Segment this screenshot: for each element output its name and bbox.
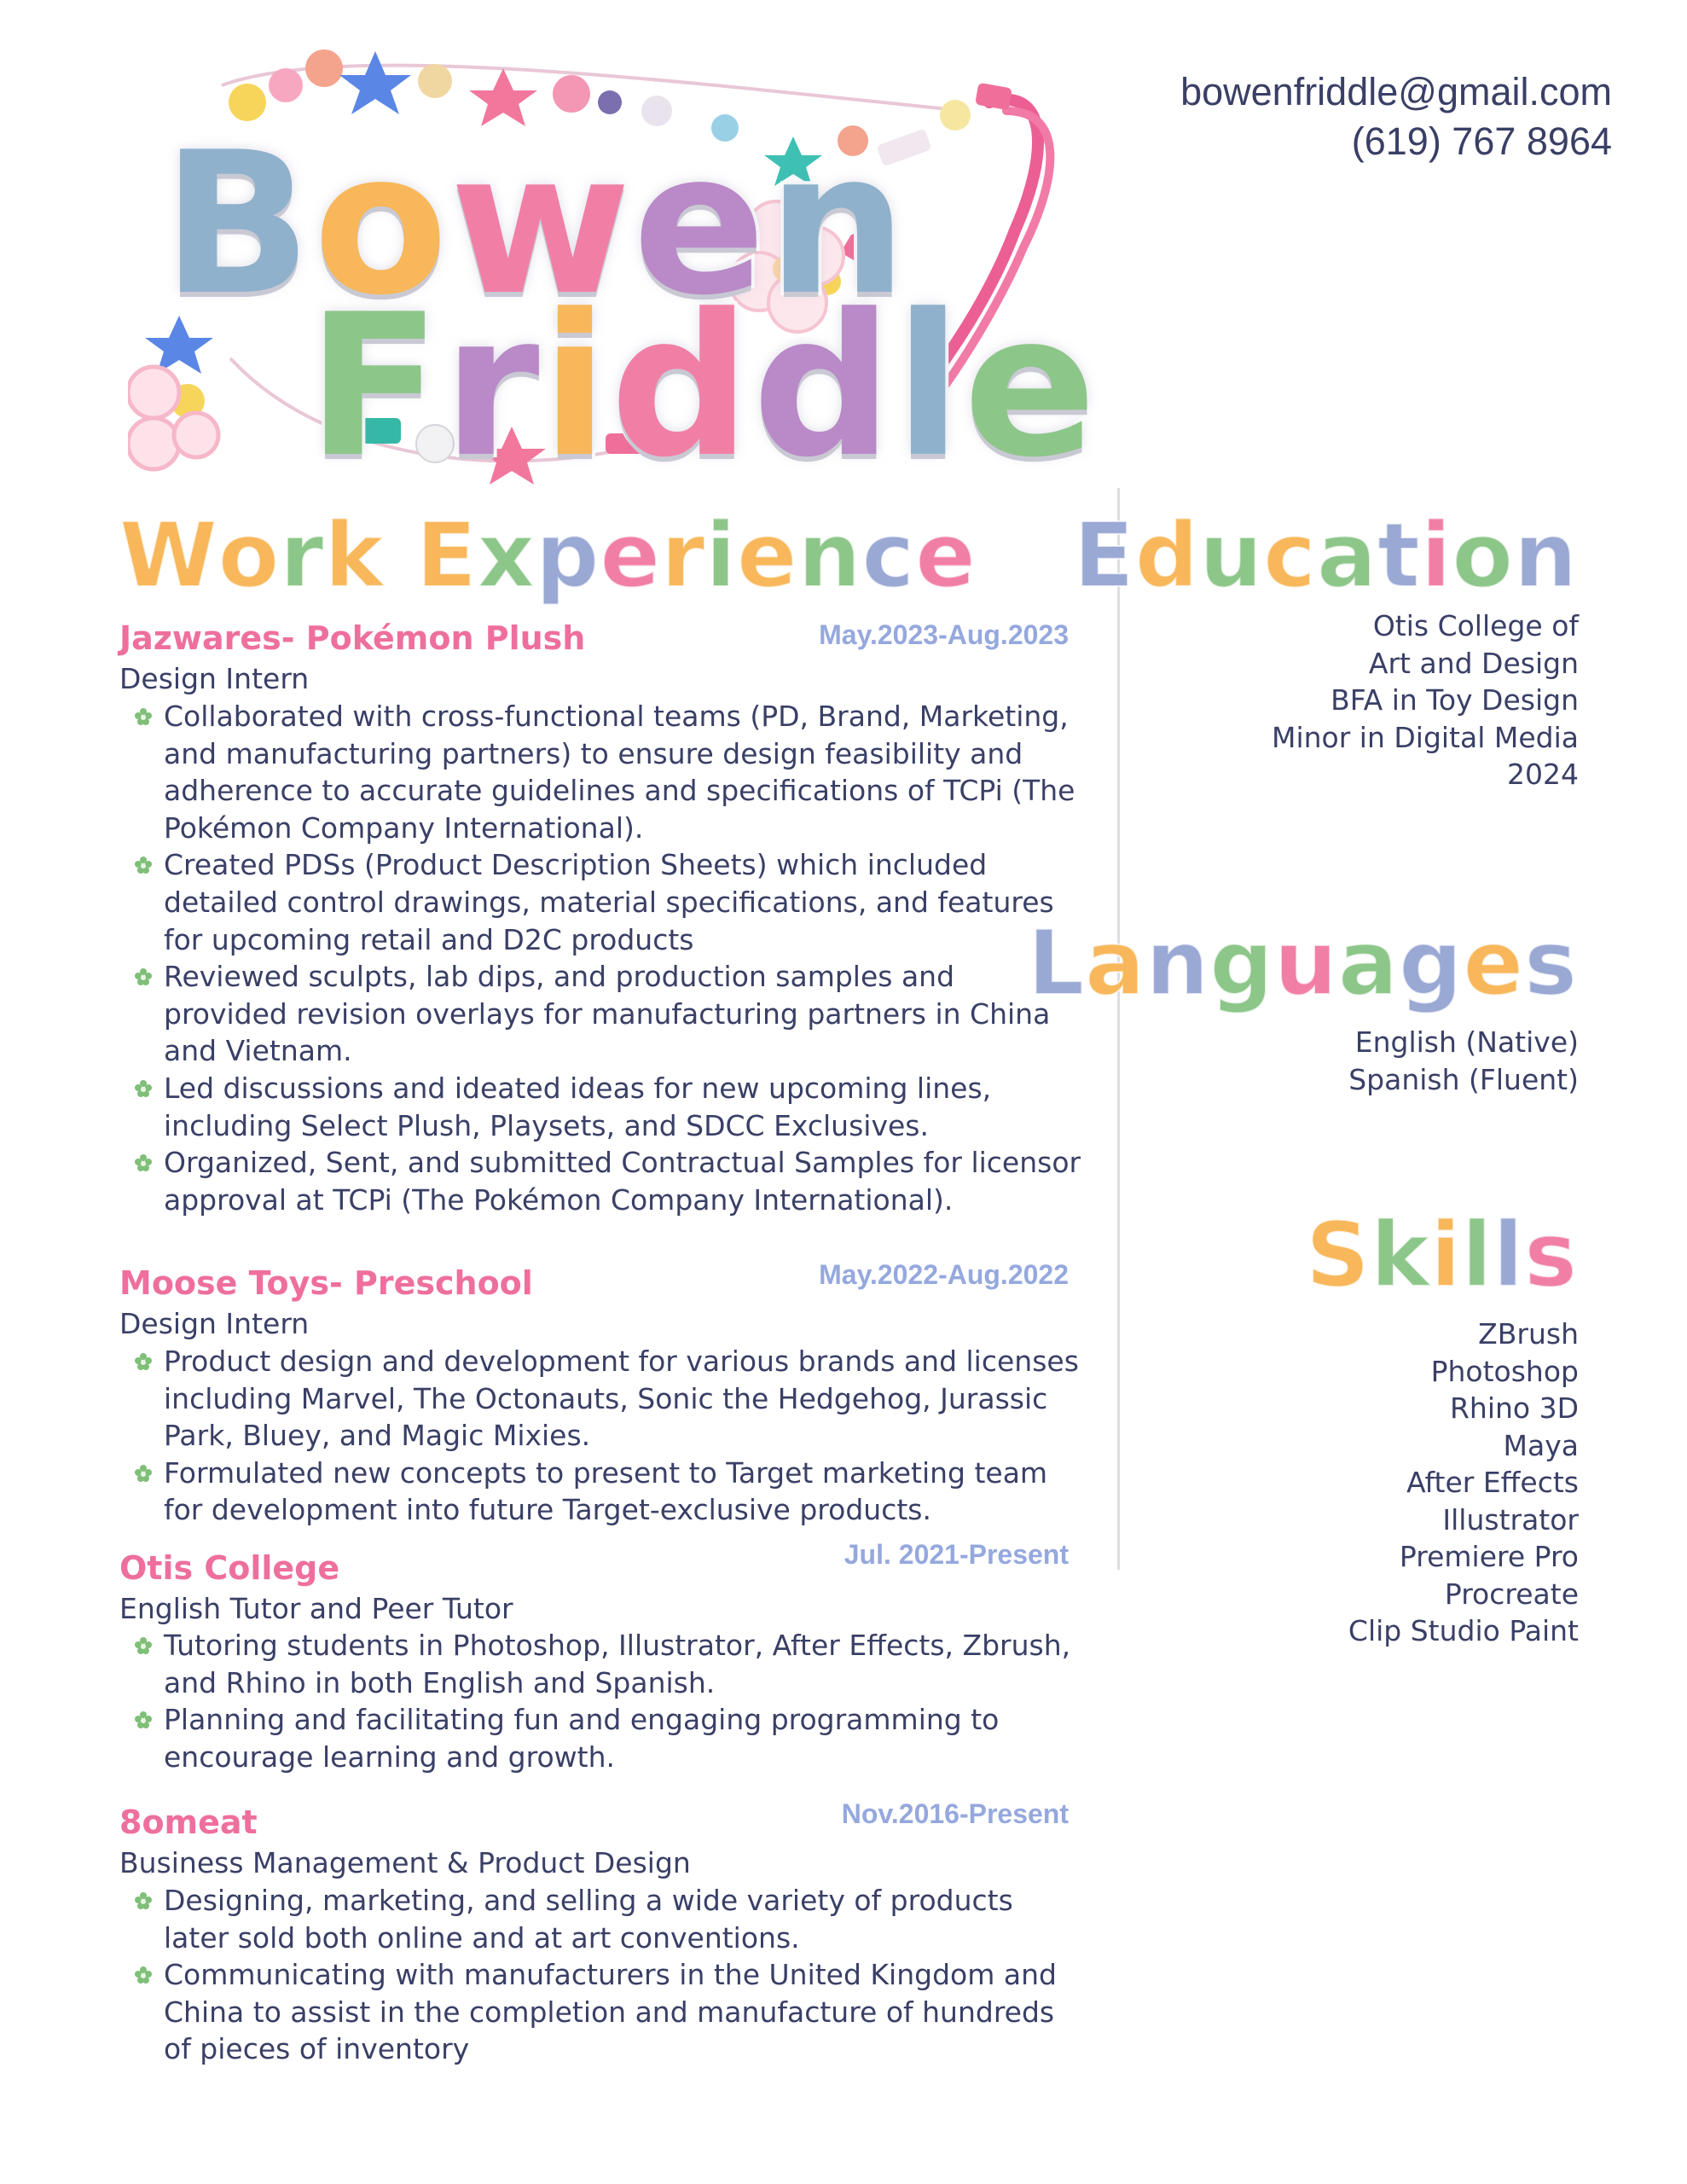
job-role: Design Intern bbox=[119, 1307, 310, 1340]
job-bullet: Created PDSs (Product Description Sheets) which included detailed control drawings, material specifications, and features for upcoming retail and D2C products bbox=[119, 846, 1083, 958]
skill-item: ZBrush bbox=[1478, 1317, 1579, 1350]
job-company: Otis College bbox=[119, 1549, 340, 1587]
flower-bullet-icon bbox=[135, 1966, 152, 1984]
skill-item: Rhino 3D bbox=[1449, 1391, 1579, 1425]
job-bullets bbox=[119, 1343, 1083, 1529]
education-line: Minor in Digital Media bbox=[1271, 720, 1579, 754]
job-bullet: Planning and facilitating fun and engaging programming to encourage learning and growth. bbox=[119, 1701, 1083, 1775]
skill-item: Clip Studio Paint bbox=[1348, 1614, 1579, 1647]
job-bullet: Tutoring students in Photoshop, Illustrator, After Effects, Zbrush, and Rhino in both English and Spanish. bbox=[119, 1627, 1083, 1701]
flower-bullet-icon bbox=[135, 708, 152, 725]
job-dates: May.2022-Aug.2022 bbox=[819, 1259, 1069, 1290]
skill-item: Photoshop bbox=[1430, 1354, 1579, 1388]
education-heading: Education bbox=[1073, 503, 1578, 607]
languages-list bbox=[1348, 1024, 1579, 1098]
education-details bbox=[1272, 607, 1579, 793]
job-bullet: Designing, marketing, and selling a wide variety of products later sold both online and at art conventions. bbox=[119, 1882, 1083, 1956]
flower-bullet-icon bbox=[135, 1154, 152, 1171]
job-dates: Jul. 2021-Present bbox=[844, 1539, 1069, 1570]
education-line: BFA in Toy Design bbox=[1330, 683, 1579, 717]
flower-bullet-icon bbox=[135, 968, 152, 985]
job-bullet: Communicating with manufacturers in the United Kingdom and China to assist in the completion and manufacture of hundreds of pieces of inventory bbox=[119, 1956, 1083, 2068]
job-company: Jazwares- Pokémon Plush bbox=[119, 619, 586, 657]
skills-heading: Skills bbox=[1306, 1203, 1578, 1307]
logo-last-name: Friddle bbox=[307, 273, 1099, 501]
job-bullet: Organized, Sent, and submitted Contractual Samples for licensor approval at TCPi (The Pokémon Company International). bbox=[119, 1144, 1083, 1218]
job-role: English Tutor and Peer Tutor bbox=[119, 1592, 513, 1625]
job-bullets bbox=[119, 698, 1083, 1218]
skill-item: Illustrator bbox=[1442, 1502, 1579, 1536]
education-line: Otis College of bbox=[1372, 609, 1579, 642]
job-role: Design Intern bbox=[119, 662, 310, 695]
job-bullet: Formulated new concepts to present to Target marketing team for development into future Target-exclusive products. bbox=[119, 1455, 1083, 1529]
language-item: English (Native) bbox=[1354, 1025, 1579, 1059]
job-bullet: Product design and development for various brands and licenses including Marvel, The Octonauts, Sonic the Hedgehog, Jurassic Park, Bluey, and Magic Mixies. bbox=[119, 1343, 1083, 1455]
job-bullet: Collaborated with cross-functional teams (PD, Brand, Marketing, and manufacturing partners) to ensure design feasibility and adherence to accurate guidelines and specifications of TCPi (The Pokémon Company International). bbox=[119, 698, 1083, 846]
flower-bullet-icon bbox=[135, 1892, 152, 1909]
flower-bullet-icon bbox=[135, 1080, 152, 1097]
skill-item: Maya bbox=[1503, 1428, 1579, 1462]
logo-wordmark bbox=[154, 111, 1099, 501]
flower-bullet-icon bbox=[135, 1353, 152, 1370]
flower-bullet-icon bbox=[135, 1637, 152, 1654]
languages-heading: Languages bbox=[1027, 911, 1578, 1015]
work-experience-heading: Work Experience bbox=[119, 503, 977, 607]
logo-first-name: Bowen bbox=[162, 111, 909, 339]
job-company: 8omeat bbox=[119, 1804, 258, 1841]
job-bullet: Reviewed sculpts, lab dips, and production samples and provided revision overlays for manufacturing partners in China and Vietnam. bbox=[119, 958, 1083, 1070]
contact-email[interactable]: bowenfriddle@gmail.com bbox=[1180, 70, 1612, 113]
name-logo bbox=[128, 34, 1099, 501]
education-line: 2024 bbox=[1507, 758, 1579, 791]
flower-bullet-icon bbox=[135, 1711, 152, 1728]
skill-item: Procreate bbox=[1444, 1577, 1579, 1611]
job-bullets bbox=[119, 1627, 1083, 1775]
job-dates: May.2023-Aug.2023 bbox=[819, 619, 1069, 650]
flower-bullet-icon bbox=[135, 857, 152, 874]
contact-phone[interactable]: (619) 767 8964 bbox=[1351, 119, 1612, 163]
job-bullet: Led discussions and ideated ideas for new upcoming lines, including Select Plush, Playsets, and SDCC Exclusives. bbox=[119, 1070, 1083, 1144]
job-bullets bbox=[119, 1882, 1083, 2068]
job-role: Business Management & Product Design bbox=[119, 1846, 691, 1879]
language-item: Spanish (Fluent) bbox=[1348, 1062, 1579, 1096]
job-company: Moose Toys- Preschool bbox=[119, 1264, 533, 1302]
job-dates: Nov.2016-Present bbox=[841, 1798, 1069, 1829]
column-divider bbox=[1117, 488, 1120, 1570]
skills-list bbox=[1348, 1316, 1579, 1650]
skill-item: After Effects bbox=[1406, 1466, 1579, 1499]
skill-item: Premiere Pro bbox=[1399, 1540, 1579, 1573]
flower-bullet-icon bbox=[135, 1465, 152, 1482]
education-line: Art and Design bbox=[1368, 646, 1579, 680]
